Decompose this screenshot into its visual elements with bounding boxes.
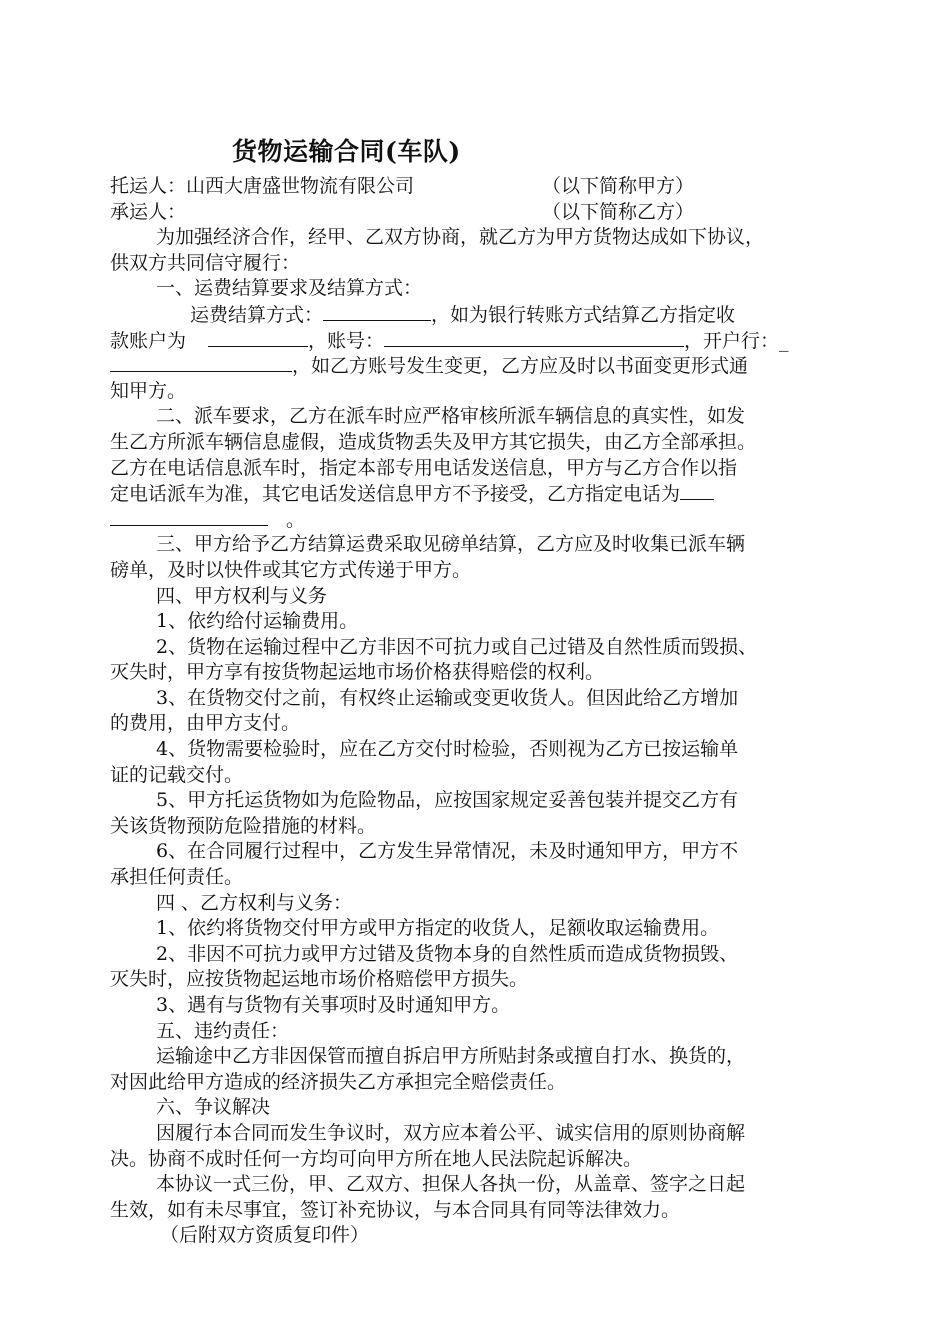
party-a-item-4b: 证的记载交付。 [110, 763, 244, 786]
section-3-line-2: 磅单，及时以快件或其它方式传递于甲方。 [110, 558, 472, 581]
carrier-note: （以下简称乙方） [542, 200, 695, 223]
party-a-item-5a: 5、甲方托运货物如为危险物品，应按国家规定妥善包装并提交乙方有 [156, 789, 739, 812]
section-6-heading: 五、违约责任： [156, 1019, 290, 1042]
contract-title: 货物运输合同(车队) [232, 137, 461, 166]
intro-line-1: 为加强经济合作，经甲、乙双方协商，就乙方为甲方货物达成如下协议， [156, 226, 765, 249]
party-a-item-1: 1、依约给付运输费用。 [156, 610, 359, 633]
section-4-heading: 四、甲方权利与义务 [156, 584, 328, 607]
account-change-line: ，如乙方账号发生变更，乙方应及时以书面变更形式通 [110, 353, 855, 379]
dispute-line-2: 决。协商不成时任何一方均可向甲方所在地人民法院起诉解决。 [110, 1147, 643, 1170]
attachment-note: （后附双方资质复印件） [160, 1224, 370, 1247]
party-b-item-2a: 2、非因不可抗力或甲方过错及货物本身的自然性质而造成货物损毁、 [156, 942, 739, 965]
party-a-item-2a: 2、货物在运输过程中乙方非因不可抗力或自己过错及自然性质而毁损、 [156, 635, 758, 658]
section-2-line-5: 。 [110, 507, 855, 533]
breach-line-2: 对因此给甲方造成的经济损失乙方承担完全赔偿责任。 [110, 1070, 567, 1093]
party-a-item-6a: 6、在合同履行过程中，乙方发生异常情况，未及时通知甲方，甲方不 [156, 840, 739, 863]
party-a-item-5b: 关该货物预防危险措施的材料。 [110, 814, 377, 837]
contract-body [110, 174, 855, 1249]
intro-line-2: 供双方共同信守履行： [110, 251, 301, 274]
dispute-line-1: 因履行本合同而发生争议时，双方应本着公平、诚实信用的原则协商解 [156, 1121, 746, 1144]
party-a-item-3a: 3、在货物交付之前，有权终止运输或变更收货人。但因此给乙方增加 [156, 686, 739, 709]
consignor-row [110, 174, 855, 200]
closing-line-1: 本协议一式三份，甲、乙双方、担保人各执一份，从盖章、签字之日起 [156, 1173, 746, 1196]
breach-line-1: 运输途中乙方非因保管而擅自拆启甲方所贴封条或擅自打水、换货的， [156, 1045, 746, 1068]
section-2-line-4: 定电话派车为准，其它电话发送信息甲方不予接受，乙方指定电话为 [110, 481, 855, 507]
section-7-heading: 六、争议解决 [156, 1096, 271, 1119]
account-line: 款账户为 ，账号： ，开户行：_ [110, 329, 789, 352]
consignor-name: 山西大唐盛世物流有限公司 [186, 175, 415, 197]
phone-blank-2 [110, 507, 268, 526]
party-a-item-3b: 的费用，由甲方支付。 [110, 712, 301, 735]
party-a-item-4a: 4、货物需要检验时，应在乙方交付时检验，否则视为乙方已按运输单 [156, 738, 739, 761]
section-3-line-1: 三、甲方给予乙方结算运费采取见磅单结算，乙方应及时收集已派车辆 [156, 533, 746, 556]
section-2-line-1: 二、派车要求，乙方在派车时应严格审核所派车辆信息的真实性，如发 [156, 405, 746, 428]
section-1-end: 知甲方。 [110, 379, 187, 402]
account-number-blank [384, 328, 684, 347]
settlement-method-blank [323, 302, 431, 321]
settlement-method-line: 运费结算方式： ，如为银行转账方式结算乙方指定收 [190, 303, 736, 326]
phone-blank-1 [680, 481, 714, 500]
bank-name-blank [110, 353, 292, 372]
party-b-item-3: 3、遇有与货物有关事项时及时通知甲方。 [156, 994, 511, 1016]
section-1-heading: 一、运费结算要求及结算方式： [156, 277, 423, 300]
party-b-item-2b: 灭失时，应按货物起运地市场价格赔偿甲方损失。 [110, 968, 529, 991]
section-2-line-2: 生乙方所派车辆信息虚假，造成货物丢失及甲方其它损失，由乙方全部承担。 [110, 430, 757, 453]
section-5-heading: 四 、乙方权利与义务： [156, 891, 353, 914]
consignor-label: 托运人： [110, 175, 187, 197]
party-a-item-2b: 灭失时，甲方享有按货物起运地市场价格获得赔偿的权利。 [110, 661, 605, 684]
party-b-item-1: 1、依约将货物交付甲方或甲方指定的收货人，足额收取运输费用。 [156, 917, 720, 940]
closing-line-2: 生效，如有未尽事宜，签订补充协议，与本合同具有同等法律效力。 [110, 1198, 681, 1221]
account-name-blank [208, 328, 308, 347]
section-2-line-3: 乙方在电话信息派车时，指定本部专用电话发送信息，甲方与乙方合作以指 [110, 456, 738, 479]
party-a-item-6b: 承担任何责任。 [110, 866, 244, 889]
carrier-row [110, 200, 855, 226]
carrier-label: 承运人： [110, 200, 187, 223]
consignor-note: （以下简称甲方） [542, 175, 695, 197]
